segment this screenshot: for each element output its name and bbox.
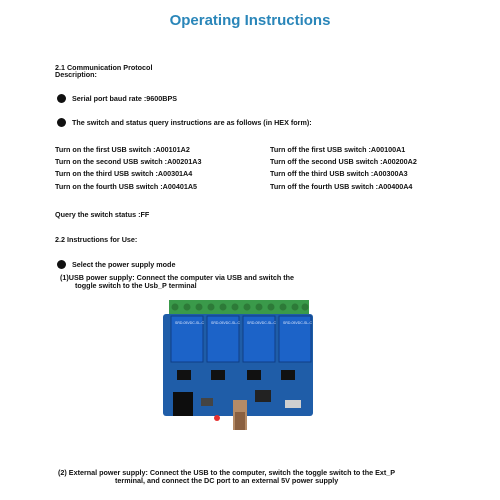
terminal-blocks bbox=[169, 300, 309, 314]
description-label: Description: bbox=[55, 70, 97, 79]
relay-label-1: SRD-05VDC-SL-C bbox=[175, 321, 204, 325]
relay-board-photo bbox=[155, 300, 315, 430]
on-command-1: Turn on the first USB switch :A00101A2 bbox=[55, 145, 190, 154]
off-command-3: Turn off the third USB switch :A00300A3 bbox=[270, 169, 408, 178]
red-led bbox=[214, 415, 220, 421]
ext-supply-line2: terminal, and connect the DC port to an external 5V power supply bbox=[115, 476, 339, 485]
baud-rate-text: Serial port baud rate :9600BPS bbox=[72, 94, 178, 103]
relay-label-3: SRD-05VDC-SL-C bbox=[247, 321, 276, 325]
ext-supply-line1: (2) External power supply: Connect the USB to the computer, switch the toggle switch to the Ext_P bbox=[58, 468, 396, 477]
page-title: Operating Instructions bbox=[169, 12, 331, 29]
bullet-icon bbox=[57, 118, 66, 127]
off-command-2: Turn off the second USB switch :A00200A2 bbox=[270, 157, 417, 166]
relay-board-image bbox=[155, 300, 315, 430]
usb-supply-line1: (1)USB power supply: Connect the computer via USB and switch the bbox=[60, 273, 295, 282]
bullet-icon bbox=[57, 260, 66, 269]
on-command-4: Turn on the fourth USB switch :A00401A5 bbox=[55, 182, 198, 191]
section-heading-usage: 2.2 Instructions for Use: bbox=[55, 235, 138, 244]
on-command-3: Turn on the third USB switch :A00301A4 bbox=[55, 169, 193, 178]
bullet-icon bbox=[57, 94, 66, 103]
switch-intro-text: The switch and status query instructions are as follows (in HEX form): bbox=[72, 118, 312, 127]
toggle-switch bbox=[201, 398, 213, 406]
section-heading-protocol: 2.1 Communication Protocol bbox=[55, 63, 153, 72]
off-command-4: Turn off the fourth USB switch :A00400A4 bbox=[270, 182, 413, 191]
dc-jack bbox=[173, 392, 193, 416]
query-status-text: Query the switch status :FF bbox=[55, 210, 150, 219]
on-command-2: Turn on the second USB switch :A00201A3 bbox=[55, 157, 202, 166]
usb-supply-line2: toggle switch to the Usb_P terminal bbox=[75, 281, 197, 290]
off-command-1: Turn off the first USB switch :A00100A1 bbox=[270, 145, 406, 154]
select-mode-text: Select the power supply mode bbox=[72, 260, 176, 269]
relay-label-2: SRD-05VDC-SL-C bbox=[211, 321, 240, 325]
relay-label-4: SRD-05VDC-SL-C bbox=[283, 321, 312, 325]
